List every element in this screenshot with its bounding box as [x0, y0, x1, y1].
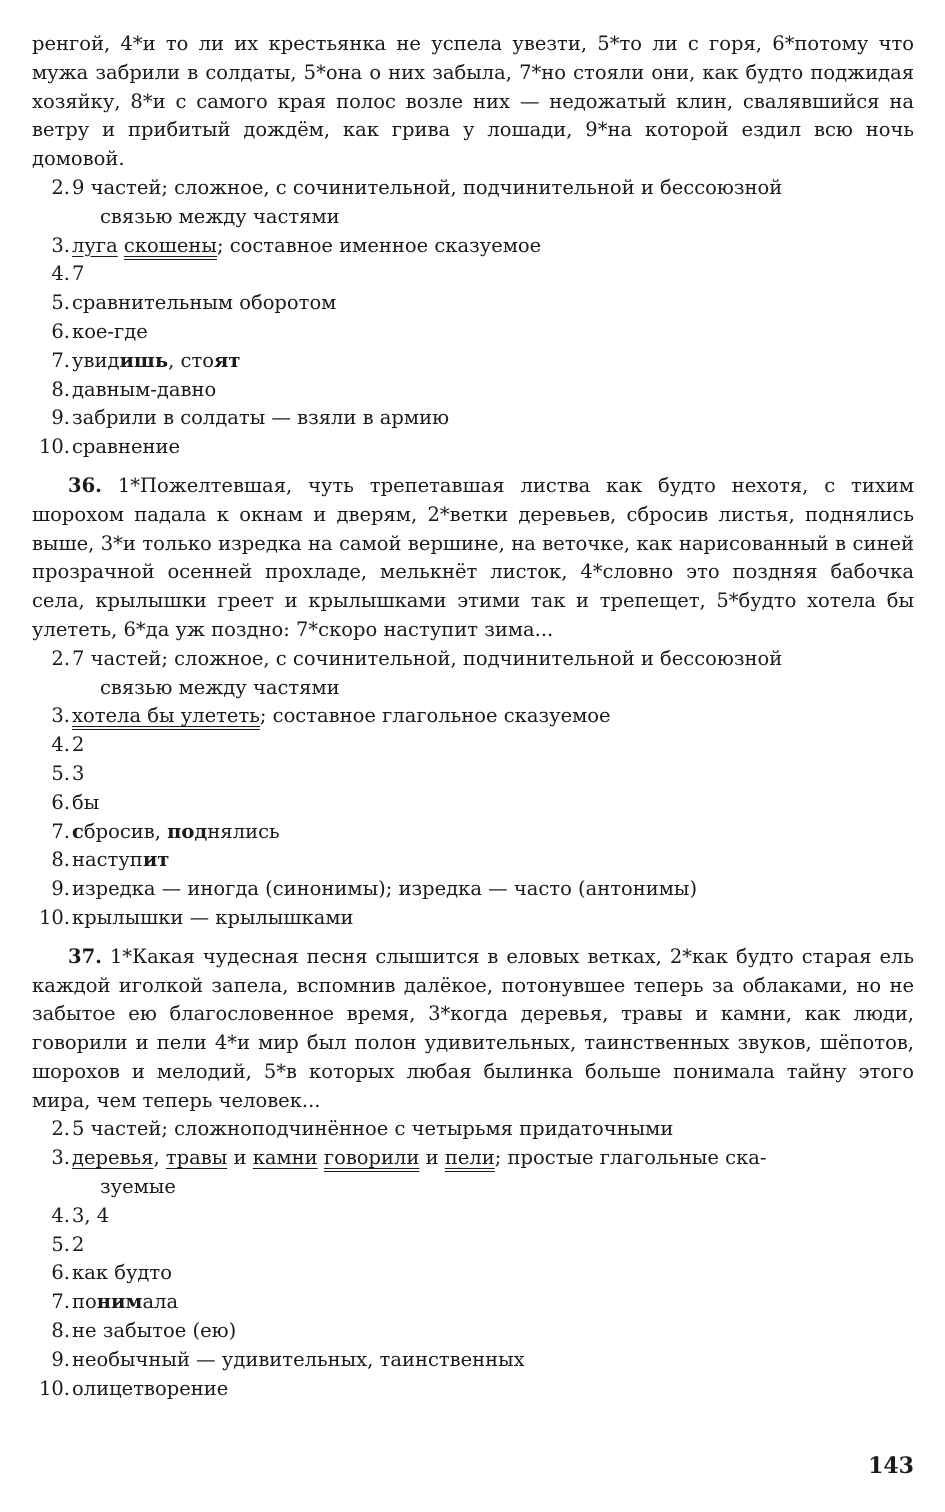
answer-text: ала [142, 1290, 179, 1314]
bold-prefix: под [167, 819, 208, 843]
answer-number: 7. [51, 1290, 70, 1314]
answer-4 [32, 731, 914, 760]
answer-4 [32, 260, 914, 289]
answer-text: 7 [72, 262, 85, 286]
answer-number: 2. [51, 175, 70, 199]
answer-8 [32, 1317, 914, 1346]
answer-number: 9. [51, 877, 70, 901]
answer-number: 3. [51, 704, 70, 728]
answer-number: 7. [51, 819, 70, 843]
answer-number: 6. [51, 790, 70, 814]
answer-6 [32, 789, 914, 818]
answer-text: и [227, 1146, 253, 1170]
answer-text: нялись [207, 819, 280, 843]
answer-7 [32, 347, 914, 376]
answers-35 [32, 174, 914, 462]
answer-number: 8. [51, 848, 70, 872]
answer-text: 2 [72, 733, 85, 757]
answer-7 [32, 818, 914, 847]
answer-3 [32, 232, 914, 261]
page-number: 143 [868, 1453, 914, 1479]
answer-text: сравнительным оборотом [72, 291, 337, 315]
answer-10 [32, 904, 914, 933]
answer-text: ; составное именное сказуемое [216, 233, 542, 257]
answer-number: 2. [51, 646, 70, 670]
answer-text: 2 [72, 1232, 85, 1256]
answer-10 [32, 1375, 914, 1404]
answer-8 [32, 376, 914, 405]
page-content [32, 30, 914, 1403]
answer-text: наступ [72, 848, 143, 872]
answer-number: 2. [51, 1117, 70, 1141]
answer-number: 6. [51, 319, 70, 343]
answer-text: не забытое (ею) [72, 1319, 237, 1343]
exercise-text: 1*Пожелтевшая, чуть трепетавшая листва как будто нехотя, с тихим шорохом падала к окнам и дверям, 2*ветки деревьев, сбросив листья, поднялись выше, 3*и только изредка на самой вершине, на веточке, как нарисованный в синей прозрачной осенней прохладе, мелькнёт листок, 4*словно это поздняя бабочка села, крылышки греет и крылышками этими так и трепещет, 5*будто хотела бы улететь, 6*да уж поздно: 7*скоро наступит зима... [32, 473, 914, 641]
exercise-number: 36. [68, 473, 102, 497]
exercise-37 [32, 943, 914, 1404]
answer-text: , сто [168, 348, 214, 372]
predicate-word: скошены [123, 233, 217, 257]
answer-number: 4. [51, 1203, 70, 1227]
answer-number: 3. [51, 1146, 70, 1170]
answer-text: 5 частей; сложноподчинённое с четырьмя придаточными [72, 1117, 674, 1141]
bold-ending: ят [213, 348, 241, 372]
answer-text: 3, 4 [72, 1203, 110, 1227]
bold-prefix: с [72, 819, 84, 843]
answer-number: 9. [51, 1347, 70, 1371]
answer-text: сравнение [72, 435, 181, 459]
answer-8 [32, 846, 914, 875]
bold-ending: ит [142, 848, 170, 872]
answer-6 [32, 1259, 914, 1288]
answer-10 [32, 433, 914, 462]
answer-text: давным-давно [72, 377, 217, 401]
answer-number: 10. [38, 1376, 70, 1400]
answer-9 [32, 404, 914, 433]
answer-text: крылышки — крылышками [72, 905, 354, 929]
subject-word: луга [72, 233, 118, 257]
answer-text: , [153, 1146, 166, 1170]
answer-5 [32, 760, 914, 789]
answer-text: и [419, 1146, 445, 1170]
answer-2 [32, 645, 914, 674]
exercise-37-text [32, 943, 914, 1116]
answer-4 [32, 1202, 914, 1231]
answer-number: 6. [51, 1261, 70, 1285]
answer-text: ; составное глагольное сказуемое [259, 704, 611, 728]
answer-2-continued: связью между частями [100, 675, 340, 699]
answer-6 [32, 318, 914, 347]
answer-3-continued: зуемые [100, 1175, 176, 1199]
answer-text: бросив, [83, 819, 168, 843]
answer-number: 8. [51, 1319, 70, 1343]
subject-word: камни [252, 1146, 318, 1170]
answer-2 [32, 1115, 914, 1144]
answer-text: 9 частей; сложное, с сочинительной, подчинительной и бессоюзной [72, 175, 783, 199]
predicate-word: хотела бы улететь [72, 704, 260, 728]
answer-3 [32, 702, 914, 731]
answer-text: необычный — удивительных, таинственных [72, 1347, 525, 1371]
answer-7 [32, 1288, 914, 1317]
predicate-word: говорили [323, 1146, 420, 1170]
answer-text: бы [72, 790, 100, 814]
answer-number: 5. [51, 291, 70, 315]
predicate-word: пели [444, 1146, 495, 1170]
exercise-text: 1*Какая чудесная песня слышится в еловых ветках, 2*как будто старая ель каждой иголкой запела, вспомнив далёкое, потонувшее теперь за облаками, но не забытое ею благословенное время, 3*когда деревья, травы и камни, как люди, говорили и пели 4*и мир был полон удивительных, таинственных звуков, шёпотов, шорохов и мелодий, 5*в которых любая былинка больше понимала тайну этого мира, чем теперь человек... [32, 944, 914, 1112]
answer-number: 8. [51, 377, 70, 401]
subject-word: деревья [72, 1146, 154, 1170]
answer-number: 4. [51, 733, 70, 757]
answer-number: 5. [51, 761, 70, 785]
answer-3 [32, 1144, 914, 1173]
answer-number: 10. [38, 435, 70, 459]
answer-5 [32, 1231, 914, 1260]
answer-2-continued: связью между частями [100, 204, 340, 228]
bold-ending: ишь [119, 348, 169, 372]
bold-root: ним [96, 1290, 143, 1314]
answer-number: 10. [38, 905, 70, 929]
answer-text: ; простые глагольные ска- [494, 1146, 767, 1170]
answer-number: 5. [51, 1232, 70, 1256]
exercise-number: 37. [68, 944, 102, 968]
answer-number: 9. [51, 406, 70, 430]
answer-text: олицетворение [72, 1376, 229, 1400]
answer-9 [32, 875, 914, 904]
answer-text: изредка — иногда (синонимы); изредка — часто (антонимы) [72, 877, 698, 901]
answer-text: увид [72, 348, 120, 372]
answer-number: 3. [51, 233, 70, 257]
answer-2 [32, 174, 914, 203]
subject-word: травы [165, 1146, 228, 1170]
answer-number: 4. [51, 262, 70, 286]
answer-text: по [72, 1290, 97, 1314]
exercise-36 [32, 472, 914, 933]
answer-text: забрили в солдаты — взяли в армию [72, 406, 450, 430]
answer-text: 3 [72, 761, 85, 785]
answer-9 [32, 1346, 914, 1375]
answer-text: как будто [72, 1261, 172, 1285]
answer-text: кое-где [72, 319, 148, 343]
exercise-36-text [32, 472, 914, 645]
answer-number: 7. [51, 348, 70, 372]
answer-5 [32, 289, 914, 318]
intro-paragraph: ренгой, 4*и то ли их крестьянка не успела увезти, 5*то ли с горя, 6*потому что мужа забрили в солдаты, 5*она о них забыла, 7*но стояли они, как будто поджидая хозяйку, 8*и с самого края полос возле них — недожатый клин, свалявшийся на ветру и прибитый дождём, как грива у лошади, 9*на которой ездил всю ночь домовой. [32, 32, 914, 171]
answer-text: 7 частей; сложное, с сочинительной, подчинительной и бессоюзной [72, 646, 783, 670]
